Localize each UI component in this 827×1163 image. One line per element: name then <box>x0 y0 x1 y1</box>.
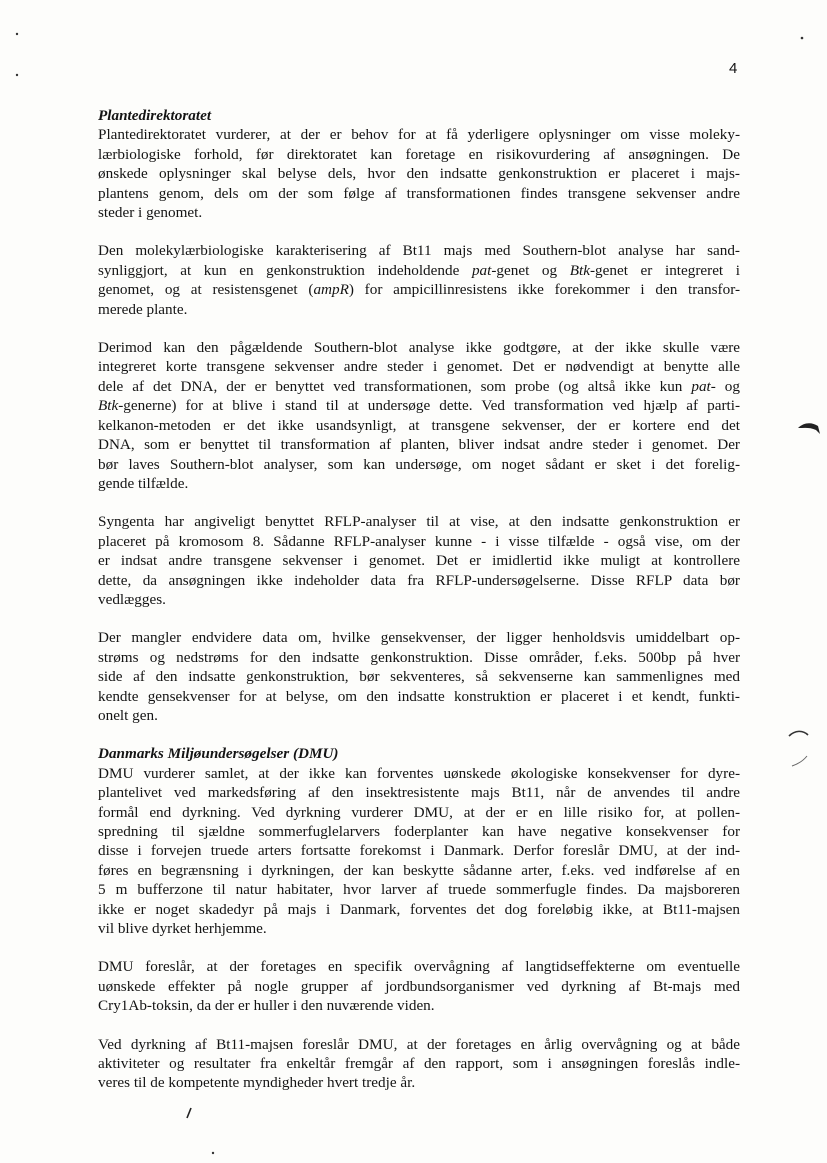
document-body <box>98 106 740 1112</box>
text-line: aktiviteter og resultater fra enkeltår fremgår af den rapport, som i ansøgningen foreslås indle- <box>98 1055 740 1073</box>
scan-dot-icon <box>210 1150 216 1156</box>
text-line: formål end dyrkning. Ved dyrkning vurderer DMU, at der er en lille risiko for, at pollen- <box>98 803 740 821</box>
text-line: Syngenta har angiveligt benyttet RFLP-analyser til at vise, at den indsatte genkonstruktion er <box>98 513 740 531</box>
text-line: dele af det DNA, der er benyttet ved transformationen, som probe (og altså ikke kun pat- og <box>98 377 740 395</box>
text-line: integreret korte transgene sekvenser andre steder i genomet. Det er nødvendigt at benytte alle <box>98 358 740 376</box>
text-line: føres en begrænsning i dyrkningen, der kan beskytte sådanne arter, f.eks. ved indførelse af en <box>98 861 740 879</box>
scan-smudge-icon <box>796 420 822 440</box>
text-line: vedlægges. <box>98 590 166 608</box>
text-line: dette, da ansøgningen ikke indeholder data fra RFLP-undersøgelserne. Disse RFLP data bør <box>98 571 740 589</box>
text-line: DNA, som er benyttet til transformation af planten, bliver indsat andre steder i genomet. Der <box>98 436 740 454</box>
text-line: Den molekylærbiologiske karakterisering af Bt11 majs med Southern-blot analyse har sand- <box>98 242 740 260</box>
paragraph <box>98 764 740 939</box>
text-line: er indsat andre transgene sekvenser i genomet. Det er imidlertid ikke muligt at kontrollere <box>98 552 740 570</box>
text-line: Ved dyrkning af Bt11-majsen foreslår DMU, at der foretages en årlig overvågning og at både <box>98 1035 740 1053</box>
text-line: gende tilfælde. <box>98 474 189 492</box>
paragraph <box>98 957 740 1015</box>
text-line: uønskede effekter på nogle grupper af jordbundsorganismer ved dyrkning af Bt-majs med <box>98 977 740 995</box>
text-line: kelkanon-metoden er det ikke usandsynligt, at transgene sekvenser, der er kortere end det <box>98 416 740 434</box>
text-line: genomet, og at resistensgenet (ampR) for ampicillinresistens ikke forekommer i den transfor- <box>98 281 740 299</box>
text-line: ønskede oplysninger skal belyse dels, hvor den indsatte genkonstruktion er placeret i majs- <box>98 165 740 183</box>
paragraph <box>98 1035 740 1093</box>
text-line: lærbiologiske forhold, før direktoratet kan foretage en risikovurdering af ansøgningen. De <box>98 145 740 163</box>
text-line: Derimod kan den pågældende Southern-blot analyse ikke godtgøre, at der ikke skulle være <box>98 339 740 357</box>
text-line: bør laves Southern-blot analyser, som kan undersøge, om noget sådant er sket i det forelig- <box>98 455 740 473</box>
text-line: disse i forvejen truede arters fortsatte forekomst i Danmark. Derfor foreslår DMU, at der ind- <box>98 842 740 860</box>
text-line: Der mangler endvidere data om, hvilke gensekvenser, der ligger henholdsvis umiddelbart op- <box>98 629 740 647</box>
text-line: onelt gen. <box>98 706 158 724</box>
scan-smudge-icon <box>786 726 812 770</box>
text-line: DMU vurderer samlet, at der ikke kan forventes uønskede økologiske konsekvenser for dyre- <box>98 764 740 782</box>
section-heading: Danmarks Miljøundersøgelser (DMU) <box>98 745 339 763</box>
text-line: plantens genom, dels om der som følge af transformationen findes transgene sekvenser andre <box>98 184 740 202</box>
text-line: plantelivet ved markedsføring af den insektresistente majs Bt11, når de anvendes til andre <box>98 784 740 802</box>
paragraph <box>98 241 740 319</box>
text-line: veres til de kompetente myndigheder hvert tredje år. <box>98 1074 416 1092</box>
text-line: synliggjort, at kun en genkonstruktion indeholdende pat-genet og Btk-genet er integreret i <box>98 261 740 279</box>
scan-dot-icon <box>14 30 20 80</box>
scan-stroke-icon <box>184 1106 194 1120</box>
italic-term: pat <box>691 377 711 395</box>
page-number: 4 <box>729 60 738 77</box>
section-heading: Plantedirektoratet <box>98 107 212 124</box>
italic-term: Btk <box>569 261 590 279</box>
text-line: ikke er noget skadedyr på majs i Danmark, forventes det dog foreløbig ikke, at Bt11-majsen <box>98 900 740 918</box>
paragraph <box>98 125 740 222</box>
text-line: Cry1Ab-toksin, da der er huller i den nuværende viden. <box>98 997 435 1015</box>
text-line: Plantedirektoratet vurderer, at der er behov for at få yderligere oplysninger om visse moleky- <box>98 126 740 144</box>
text-line: side af den indsatte genkonstruktion, bør sekventeres, så sekvenserne kan sammenlignes med <box>98 668 740 686</box>
italic-term: Btk <box>98 397 119 415</box>
text-line: placeret på kromosom 8. Sådanne RFLP-analyser kunne - i visse tilfælde - også vise, om der <box>98 532 740 550</box>
text-line: spredning til sjældne sommerfuglelarvers foderplanter kan have negative konsekvenser for <box>98 823 740 840</box>
italic-term: ampR <box>313 281 349 299</box>
text-line: vil blive dyrket herhjemme. <box>98 920 267 938</box>
paragraph <box>98 628 740 725</box>
paragraph <box>98 338 740 493</box>
text-line: Btk-generne) for at blive i stand til at undersøge dette. Ved transformation ved hjælp af parti- <box>98 397 740 415</box>
text-line: DMU foreslår, at der foretages en specifik overvågning af langtidseffekterne om eventuelle <box>98 958 740 976</box>
text-line: merede plante. <box>98 300 188 318</box>
text-line: strøms og nedstrøms for den indsatte genkonstruktion. Disse områder, f.eks. 500bp på hver <box>98 648 740 666</box>
text-line: 5 m bufferzone til natur habitater, hvor larver af truede sommerfugle findes. Da majsboreren <box>98 881 740 899</box>
paragraph <box>98 512 740 609</box>
scan-dot-icon <box>799 34 805 42</box>
text-line: steder i genomet. <box>98 204 203 222</box>
italic-term: pat <box>471 261 492 279</box>
text-line: kendte gensekvenser for at belyse, om den indsatte konstruktion er placeret i et kendt, funkti- <box>98 687 740 705</box>
